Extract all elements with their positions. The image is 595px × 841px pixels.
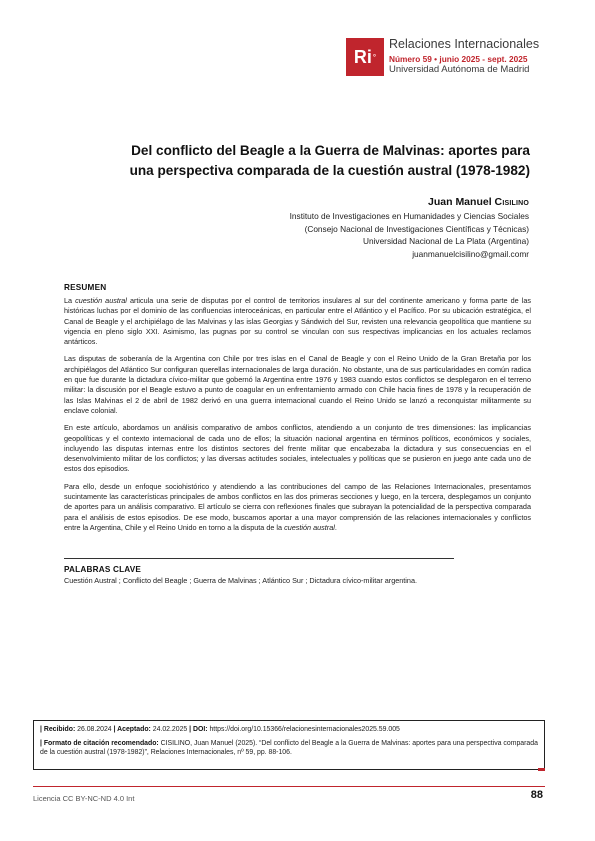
accepted-label: | Aceptado:	[113, 726, 151, 733]
title-line-2: una perspectiva comparada de la cuestión austral (1978-1982)	[129, 163, 530, 178]
keywords-heading: PALABRAS CLAVE	[64, 565, 142, 574]
citation-box	[33, 720, 545, 770]
abstract-paragraph-2: Las disputas de soberanía de la Argentina con Chile por tres islas en el Canal de Beagle y con el Reino Unido de la Gran Bretaña por los archipiélagos del Atlántico Sur configuran querellas internacionales de larga duración. No obstante, una de sus particularidades en común radica en que fue durante la dictadura cívico-militar que gobernó la Argentina entre 1976 y 1983 cuando estos conflictos se desplegaron en el terreno militar: la discusión por el Beagle estuvo a punto de coagular en un enfrentamiento armado con Chile hacia fines de 1978 y la recuperación de las Islas Malvinas el 2 de abril de 1982 derivó en una guerra internacional cuando el Reino Unido se lanzó a reconquistar militarmente su enclave colonial.	[64, 354, 531, 415]
accepted-date: 24.02.2025	[150, 726, 190, 733]
citation-format	[40, 739, 538, 758]
doi-label: | DOI:	[189, 726, 208, 733]
license-text[interactable]: Licencia CC BY-NC-ND 4.0 Int	[33, 794, 135, 803]
author-email[interactable]: juanmanuelcisilino@gmail.comr	[412, 248, 529, 259]
journal-name: Relaciones Internacionales	[389, 37, 540, 51]
journal-university: Universidad Autónoma de Madrid	[389, 64, 530, 75]
abstract-body	[64, 296, 531, 540]
received-label: | Recibido:	[40, 726, 76, 733]
abstract-p4-start: Para ello, desde un enfoque sociohistórico y atendiendo a las contribuciones del campo de las Relaciones Internacionales, presentamos sucintamente las características principales de ambos conflictos en las dos primeras secciones y luego, en la tercera, desplegamos un conjunto de aportes para un análisis comparativo. El artículo se cierra con reflexiones finales que subrayan la potencialidad de la perspectiva comparada para el análisis de estos episodios. De ese modo, buscamos aportar a una mayor comprensión de las relaciones internacionales y conflictos entre la Argentina, Chile y el Reino Unido en torno a la disputa de la	[64, 481, 531, 532]
page-number: 88	[530, 789, 543, 801]
abstract-p4-emphasis: cuestión austral	[284, 522, 335, 532]
abstract-p1-start: La	[64, 296, 76, 305]
logo-text: Ri	[353, 46, 372, 67]
abstract-p1-emphasis: cuestión austral	[75, 296, 127, 305]
citation-dates	[40, 725, 538, 735]
received-date: 26.08.2024	[75, 726, 114, 733]
journal-issue: Número 59 • junio 2025 - sept. 2025	[389, 54, 528, 64]
abstract-paragraph-1	[64, 296, 531, 347]
affiliation-council: (Consejo Nacional de Investigaciones Científicas y Técnicas)	[304, 223, 529, 234]
citation-accent-mark	[538, 768, 545, 771]
citation-format-label: | Formato de citación recomendado:	[40, 739, 159, 747]
doi-link[interactable]: https://doi.org/10.15366/relacionesinternacionales2025.59.005	[207, 726, 400, 733]
author-last: Cisilino	[494, 196, 529, 208]
affiliation-university: Universidad Nacional de La Plata (Argentina)	[362, 236, 529, 247]
keywords-text: Cuestión Austral ; Conflicto del Beagle ; Guerra de Malvinas ; Atlántico Sur ; Dictadura cívico-militar argentina.	[64, 576, 417, 585]
author-name	[428, 196, 529, 208]
author-affiliation	[209, 210, 529, 260]
abstract-paragraph-3: En este artículo, abordamos un análisis comparativo de ambos conflictos, atendiendo a un conjunto de tres dimensiones: las implicancias geopolíticas y el contexto internacional de cada uno de ellos; la situación nacional argentina en términos políticos, económicos y sociales, incluyendo las disputas internas entre los distintos sectores del frente militar que encabezaba la dictadura y sus consecuencias en el desenvolvimiento militar de los conflictos; y las diversas actitudes sociales, intelectuales y políticas que se pusieron en juego ante cada uno de estos dos episodios.	[64, 423, 531, 474]
affiliation-institute: Instituto de Investigaciones en Humanidades y Ciencias Sociales	[289, 211, 529, 221]
citation-format-text: CISILINO, Juan Manuel (2025). “Del conflicto del Beagle a la Guerra de Malvinas: aportes para una perspectiva comparada de la cuestión austral (1978-1982)”, Relaciones Internacionales, nº 59, pp. 88-106.	[40, 739, 538, 757]
abstract-paragraph-4	[64, 482, 531, 533]
author-first: Juan Manuel	[428, 196, 495, 208]
abstract-p4-end: .	[334, 522, 337, 532]
title-line-1: Del conflicto del Beagle a la Guerra de Malvinas: aportes para	[131, 143, 530, 158]
abstract-heading: RESUMEN	[64, 283, 107, 292]
abstract-p1-rest: articula una serie de disputas por el control de territorios insulares al sur del continente americano y forma parte de las históricas luchas por el dominio de las confluencias interoceánicas, en particular entre el Atlántico y el Pacífico. Por su ubicación estratégica, el Canal de Beagle y el archipiélago de las Malvinas y las islas Georgias y Sándwich del Sur, revisten una relevancia geopolítica que mantiene su vigencia en pleno siglo XXI. Asimismo, las pugnas por su control se vinculan con sus respectivas implicancias en los actuales reclamos antárticos.	[64, 296, 531, 347]
article-title	[70, 141, 530, 181]
logo-mark: °	[372, 52, 377, 62]
section-divider	[64, 558, 454, 559]
footer-rule	[33, 786, 545, 787]
journal-logo	[346, 38, 384, 76]
